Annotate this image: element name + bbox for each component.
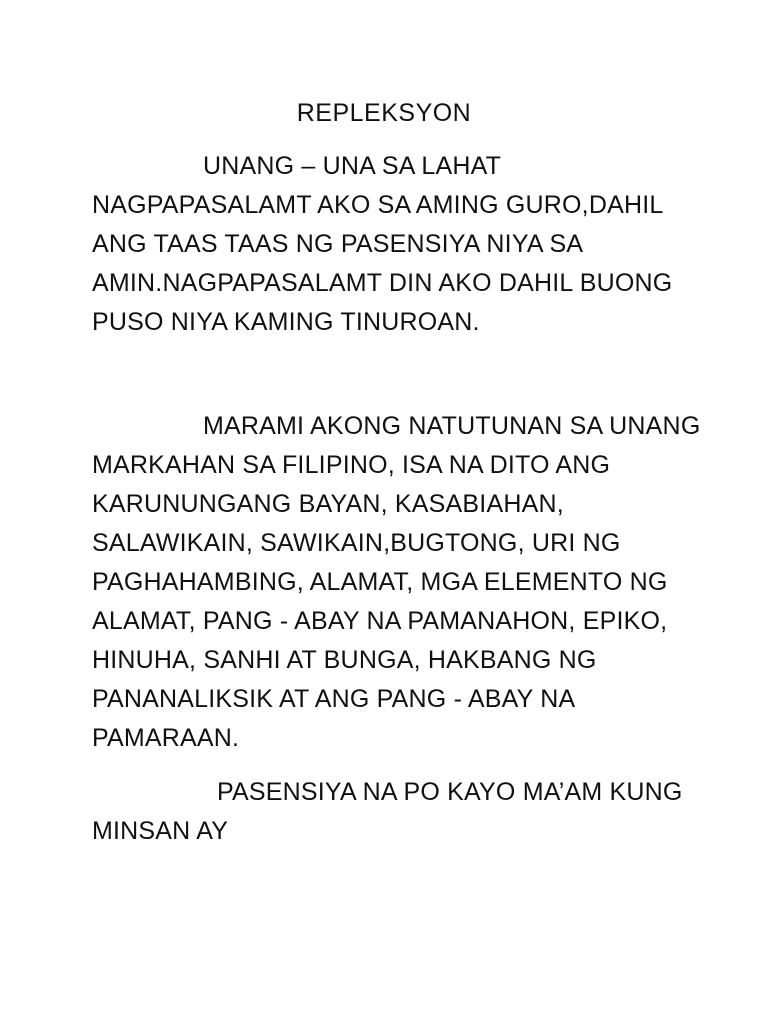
paragraph-line: MARKAHAN SA FILIPINO, ISA NA DITO ANG xyxy=(92,451,611,479)
paragraph-line: PAMARAAN. xyxy=(92,724,240,752)
paragraph-line: PASENSIYA NA PO KAYO MA’AM KUNG xyxy=(217,778,683,806)
paragraph-line: PANANALIKSIK AT ANG PANG - ABAY NA xyxy=(92,685,576,713)
paragraph-line: ANG TAAS TAAS NG PASENSIYA NIYA SA xyxy=(92,230,584,258)
paragraph-gratitude xyxy=(92,147,684,342)
paragraph-line: PAGHAHAMBING, ALAMAT, MGA ELEMENTO NG xyxy=(92,568,668,596)
paragraph-line: MINSAN AY xyxy=(92,817,229,845)
paragraph-lessons xyxy=(92,407,701,758)
paragraph-line: MARAMI AKONG NATUTUNAN SA UNANG xyxy=(203,412,701,440)
paragraph-line: PUSO NIYA KAMING TINUROAN. xyxy=(92,308,480,336)
paragraph-line: UNANG – UNA SA LAHAT xyxy=(203,152,502,180)
paragraph-line: KARUNUNGANG BAYAN, KASABIAHAN, xyxy=(92,490,564,518)
paragraph-apology xyxy=(92,773,684,851)
paragraph-line: SALAWIKAIN, SAWIKAIN,BUGTONG, URI NG xyxy=(92,529,621,557)
paragraph-line: HINUHA, SANHI AT BUNGA, HAKBANG NG xyxy=(92,646,597,674)
document-title: REPLEKSYON xyxy=(296,99,472,127)
paragraph-line: NAGPAPASALAMT AKO SA AMING GURO,DAHIL xyxy=(92,191,664,219)
paragraph-line: AMIN.NAGPAPASALAMT DIN AKO DAHIL BUONG xyxy=(92,269,673,297)
paragraph-line: ALAMAT, PANG - ABAY NA PAMANAHON, EPIKO, xyxy=(92,607,668,635)
